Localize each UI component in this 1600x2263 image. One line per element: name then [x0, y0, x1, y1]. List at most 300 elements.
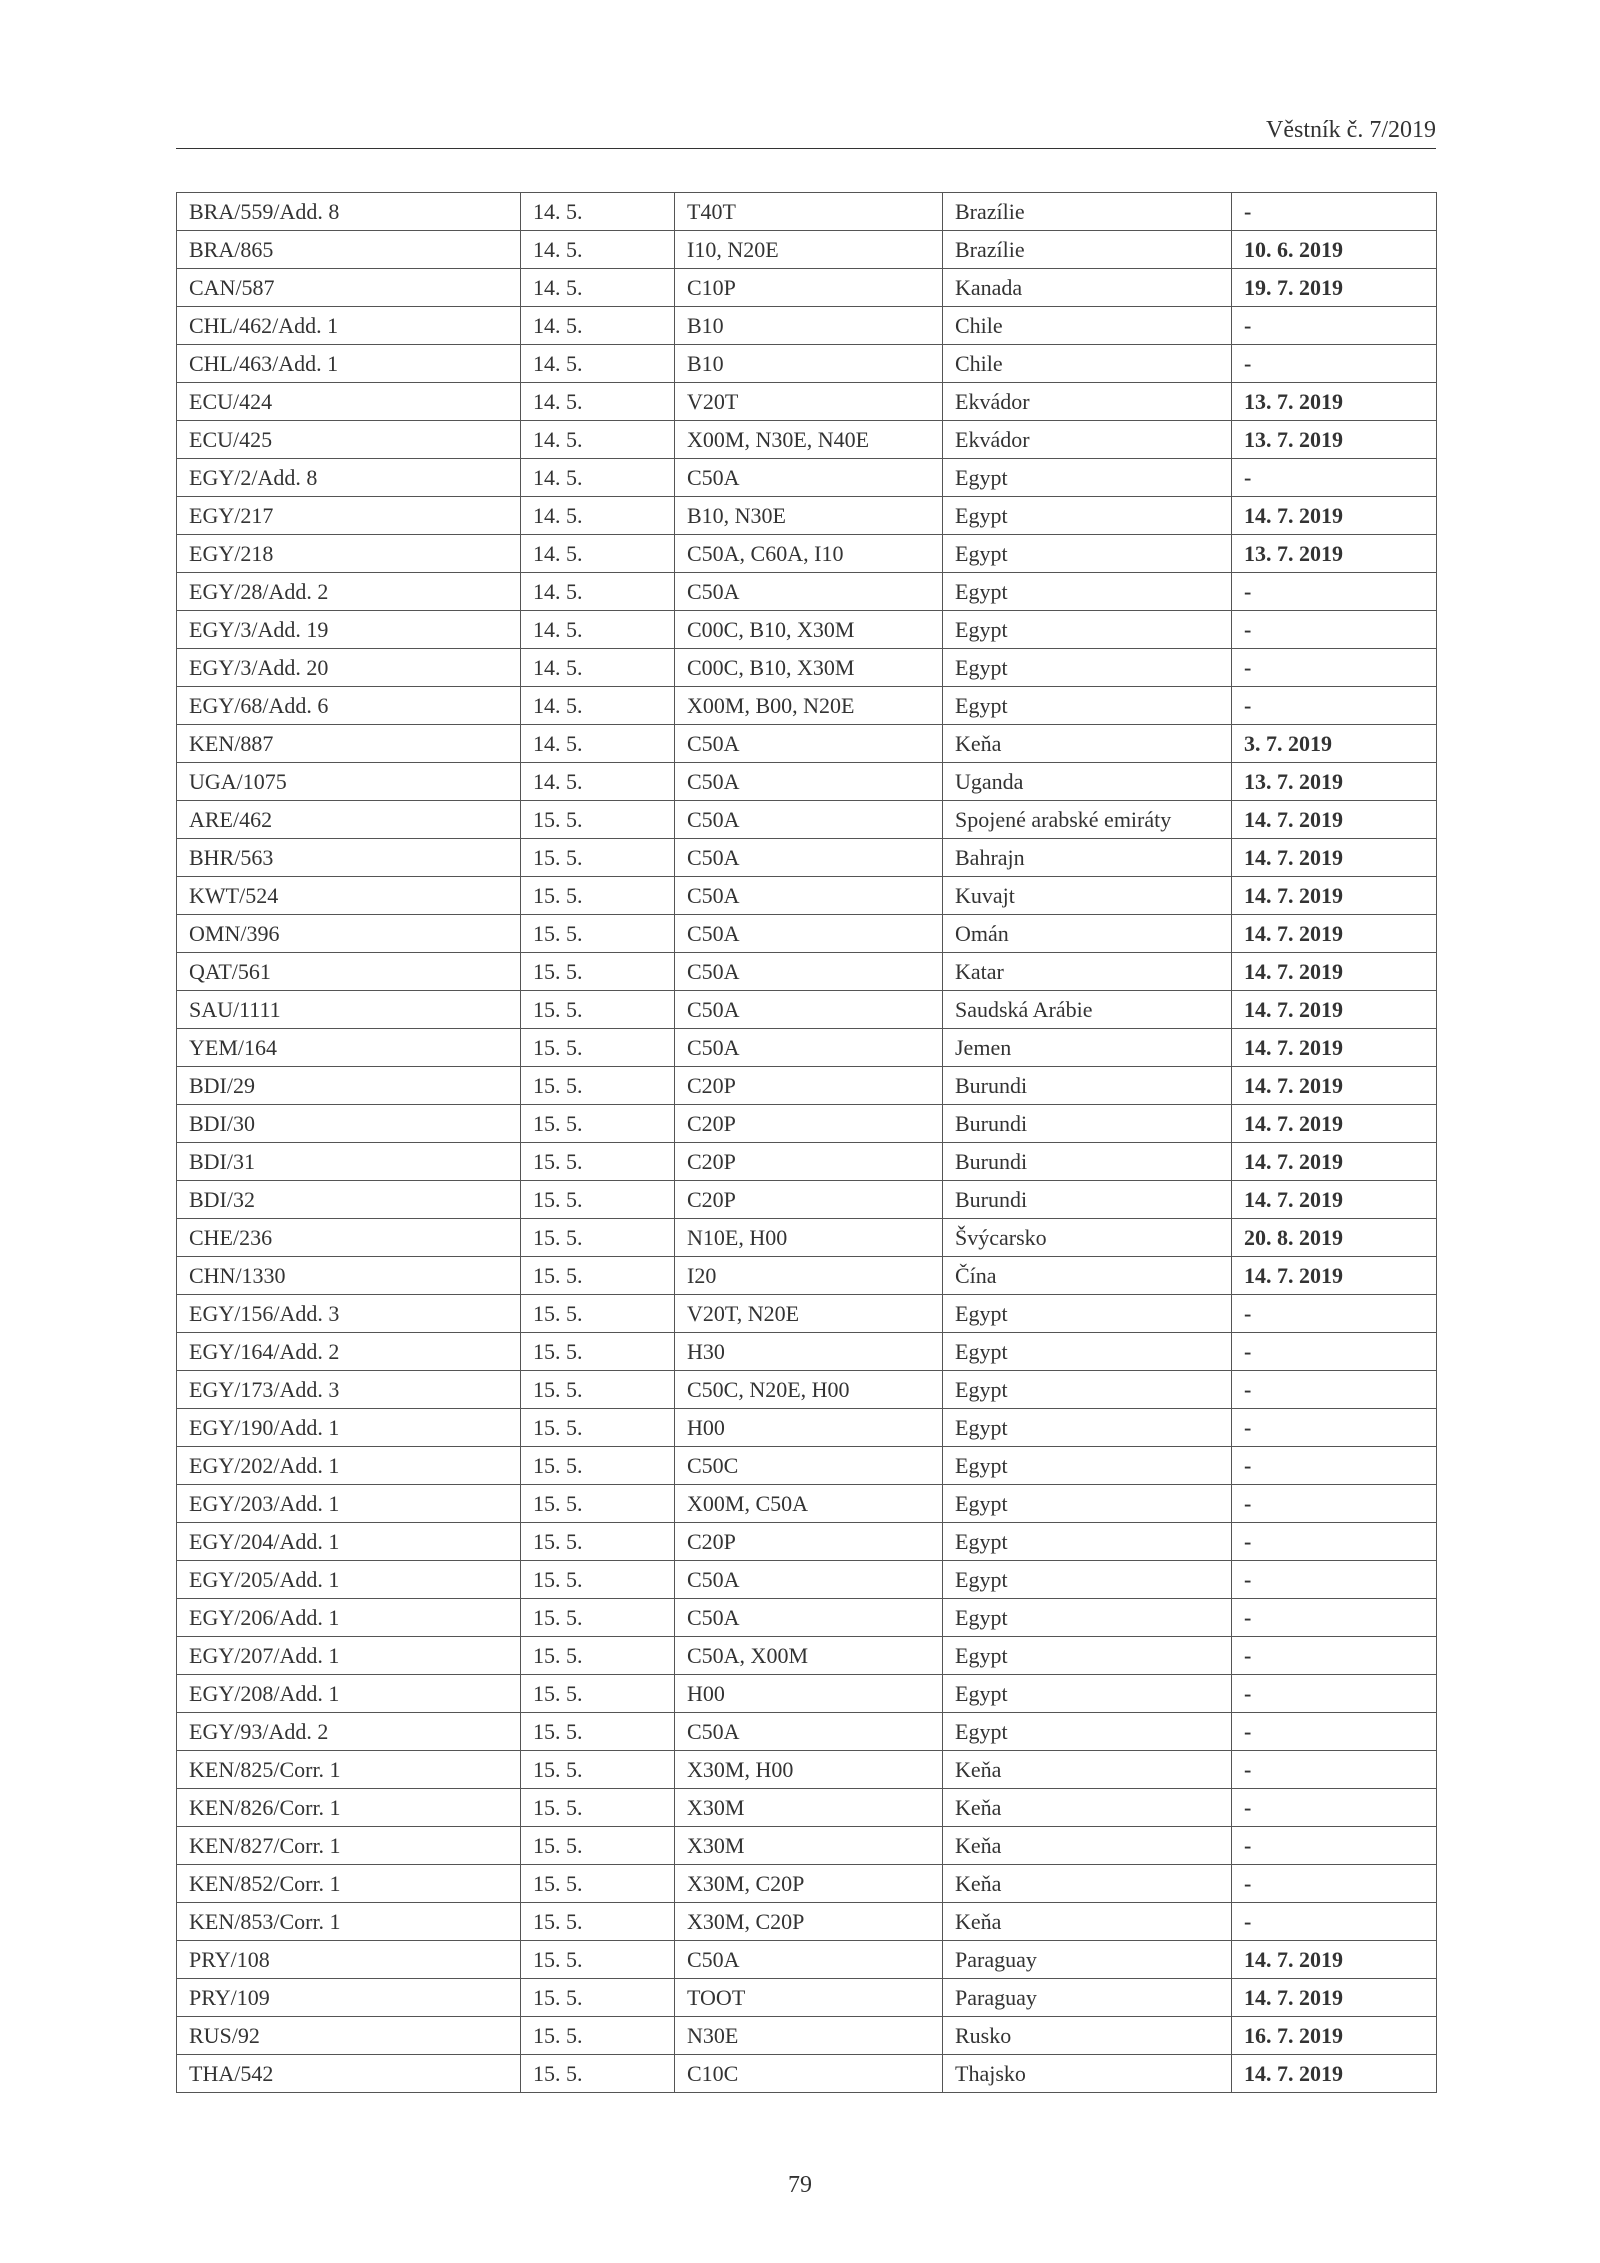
country-cell: Keňa [943, 1827, 1232, 1865]
table-row [177, 991, 1437, 1029]
document-code-cell: EGY/28/Add. 2 [177, 573, 521, 611]
date-cell: 15. 5. [521, 1447, 675, 1485]
table-row [177, 839, 1437, 877]
deadline-cell: - [1232, 1409, 1437, 1447]
document-code-cell: EGY/173/Add. 3 [177, 1371, 521, 1409]
date-cell: 14. 5. [521, 307, 675, 345]
document-code-cell: KEN/827/Corr. 1 [177, 1827, 521, 1865]
header-title: Věstník č. 7/2019 [1266, 117, 1436, 143]
document-code-cell: EGY/3/Add. 19 [177, 611, 521, 649]
country-cell: Rusko [943, 2017, 1232, 2055]
table-row [177, 1447, 1437, 1485]
date-cell: 15. 5. [521, 1675, 675, 1713]
document-code-cell: KEN/826/Corr. 1 [177, 1789, 521, 1827]
deadline-cell: - [1232, 307, 1437, 345]
country-cell: Egypt [943, 1713, 1232, 1751]
notifications-table [176, 192, 1437, 2093]
document-code-cell: ECU/425 [177, 421, 521, 459]
table-row [177, 1067, 1437, 1105]
deadline-cell: 13. 7. 2019 [1232, 383, 1437, 421]
date-cell: 15. 5. [521, 1941, 675, 1979]
deadline-cell: - [1232, 1447, 1437, 1485]
date-cell: 15. 5. [521, 1105, 675, 1143]
date-cell: 15. 5. [521, 1219, 675, 1257]
country-cell: Chile [943, 345, 1232, 383]
country-cell: Ekvádor [943, 383, 1232, 421]
deadline-cell: - [1232, 1295, 1437, 1333]
table-row [177, 1979, 1437, 2017]
table-row [177, 1827, 1437, 1865]
product-code-cell: C50A [675, 1561, 943, 1599]
date-cell: 15. 5. [521, 915, 675, 953]
table-row [177, 231, 1437, 269]
country-cell: Kanada [943, 269, 1232, 307]
document-code-cell: KEN/887 [177, 725, 521, 763]
table-row [177, 611, 1437, 649]
table-row [177, 1865, 1437, 1903]
document-code-cell: BDI/31 [177, 1143, 521, 1181]
date-cell: 15. 5. [521, 877, 675, 915]
table-row [177, 1143, 1437, 1181]
deadline-cell: - [1232, 345, 1437, 383]
date-cell: 15. 5. [521, 1751, 675, 1789]
country-cell: Egypt [943, 1523, 1232, 1561]
table-row [177, 1485, 1437, 1523]
document-code-cell: EGY/218 [177, 535, 521, 573]
deadline-cell: 14. 7. 2019 [1232, 1257, 1437, 1295]
deadline-cell: 14. 7. 2019 [1232, 839, 1437, 877]
deadline-cell: - [1232, 1371, 1437, 1409]
deadline-cell: - [1232, 611, 1437, 649]
country-cell: Katar [943, 953, 1232, 991]
table-row [177, 421, 1437, 459]
country-cell: Brazílie [943, 231, 1232, 269]
country-cell: Burundi [943, 1143, 1232, 1181]
product-code-cell: C00C, B10, X30M [675, 611, 943, 649]
table-row [177, 2055, 1437, 2093]
document-code-cell: EGY/164/Add. 2 [177, 1333, 521, 1371]
deadline-cell: 14. 7. 2019 [1232, 1105, 1437, 1143]
document-code-cell: SAU/1111 [177, 991, 521, 1029]
product-code-cell: C50A [675, 1941, 943, 1979]
date-cell: 14. 5. [521, 231, 675, 269]
date-cell: 15. 5. [521, 1029, 675, 1067]
country-cell: Jemen [943, 1029, 1232, 1067]
table-row [177, 459, 1437, 497]
deadline-cell: 20. 8. 2019 [1232, 1219, 1437, 1257]
document-code-cell: EGY/205/Add. 1 [177, 1561, 521, 1599]
table-row [177, 1637, 1437, 1675]
table-row [177, 725, 1437, 763]
product-code-cell: H30 [675, 1333, 943, 1371]
deadline-cell: 13. 7. 2019 [1232, 763, 1437, 801]
date-cell: 14. 5. [521, 497, 675, 535]
document-code-cell: KWT/524 [177, 877, 521, 915]
country-cell: Egypt [943, 1295, 1232, 1333]
product-code-cell: C10C [675, 2055, 943, 2093]
date-cell: 15. 5. [521, 801, 675, 839]
deadline-cell: 14. 7. 2019 [1232, 1029, 1437, 1067]
deadline-cell: - [1232, 1333, 1437, 1371]
deadline-cell: 14. 7. 2019 [1232, 991, 1437, 1029]
product-code-cell: N10E, H00 [675, 1219, 943, 1257]
table-row [177, 2017, 1437, 2055]
document-code-cell: EGY/204/Add. 1 [177, 1523, 521, 1561]
country-cell: Egypt [943, 1409, 1232, 1447]
date-cell: 15. 5. [521, 1409, 675, 1447]
table-row [177, 1181, 1437, 1219]
document-code-cell: EGY/156/Add. 3 [177, 1295, 521, 1333]
product-code-cell: H00 [675, 1675, 943, 1713]
product-code-cell: N30E [675, 2017, 943, 2055]
product-code-cell: X00M, N30E, N40E [675, 421, 943, 459]
table-row [177, 1713, 1437, 1751]
date-cell: 14. 5. [521, 535, 675, 573]
date-cell: 15. 5. [521, 1067, 675, 1105]
country-cell: Burundi [943, 1105, 1232, 1143]
document-code-cell: EGY/202/Add. 1 [177, 1447, 521, 1485]
date-cell: 15. 5. [521, 1789, 675, 1827]
document-code-cell: CHL/462/Add. 1 [177, 307, 521, 345]
table-row [177, 649, 1437, 687]
document-code-cell: BHR/563 [177, 839, 521, 877]
product-code-cell: C50A [675, 725, 943, 763]
table-row [177, 801, 1437, 839]
table-row [177, 1599, 1437, 1637]
deadline-cell: - [1232, 459, 1437, 497]
document-code-cell: CHL/463/Add. 1 [177, 345, 521, 383]
date-cell: 15. 5. [521, 1903, 675, 1941]
product-code-cell: TOOT [675, 1979, 943, 2017]
document-code-cell: KEN/852/Corr. 1 [177, 1865, 521, 1903]
product-code-cell: C50A [675, 459, 943, 497]
deadline-cell: - [1232, 687, 1437, 725]
table-row [177, 535, 1437, 573]
deadline-cell: 14. 7. 2019 [1232, 801, 1437, 839]
date-cell: 15. 5. [521, 2017, 675, 2055]
product-code-cell: X30M, H00 [675, 1751, 943, 1789]
product-code-cell: C10P [675, 269, 943, 307]
country-cell: Egypt [943, 1561, 1232, 1599]
country-cell: Egypt [943, 1333, 1232, 1371]
document-code-cell: EGY/207/Add. 1 [177, 1637, 521, 1675]
country-cell: Keňa [943, 1865, 1232, 1903]
product-code-cell: C50A [675, 839, 943, 877]
date-cell: 14. 5. [521, 611, 675, 649]
product-code-cell: C50C [675, 1447, 943, 1485]
product-code-cell: C50A [675, 915, 943, 953]
date-cell: 14. 5. [521, 649, 675, 687]
deadline-cell: 13. 7. 2019 [1232, 535, 1437, 573]
country-cell: Egypt [943, 1447, 1232, 1485]
product-code-cell: C50A [675, 573, 943, 611]
deadline-cell: - [1232, 1675, 1437, 1713]
product-code-cell: V20T [675, 383, 943, 421]
date-cell: 15. 5. [521, 1637, 675, 1675]
deadline-cell: - [1232, 1789, 1437, 1827]
country-cell: Paraguay [943, 1941, 1232, 1979]
date-cell: 15. 5. [521, 1295, 675, 1333]
table-row [177, 1333, 1437, 1371]
document-code-cell: EGY/93/Add. 2 [177, 1713, 521, 1751]
deadline-cell: - [1232, 649, 1437, 687]
product-code-cell: C20P [675, 1523, 943, 1561]
country-cell: Egypt [943, 1599, 1232, 1637]
document-code-cell: ECU/424 [177, 383, 521, 421]
date-cell: 15. 5. [521, 1713, 675, 1751]
document-code-cell: EGY/217 [177, 497, 521, 535]
product-code-cell: X00M, B00, N20E [675, 687, 943, 725]
country-cell: Burundi [943, 1067, 1232, 1105]
table-row [177, 1409, 1437, 1447]
product-code-cell: C50A, C60A, I10 [675, 535, 943, 573]
document-code-cell: EGY/203/Add. 1 [177, 1485, 521, 1523]
date-cell: 14. 5. [521, 269, 675, 307]
country-cell: Egypt [943, 459, 1232, 497]
date-cell: 14. 5. [521, 687, 675, 725]
document-code-cell: UGA/1075 [177, 763, 521, 801]
product-code-cell: C20P [675, 1143, 943, 1181]
table-row [177, 383, 1437, 421]
deadline-cell: 14. 7. 2019 [1232, 1181, 1437, 1219]
product-code-cell: C20P [675, 1105, 943, 1143]
date-cell: 14. 5. [521, 193, 675, 231]
product-code-cell: B10 [675, 307, 943, 345]
table-row [177, 497, 1437, 535]
document-code-cell: KEN/825/Corr. 1 [177, 1751, 521, 1789]
deadline-cell: - [1232, 1713, 1437, 1751]
table-row [177, 269, 1437, 307]
document-code-cell: THA/542 [177, 2055, 521, 2093]
date-cell: 15. 5. [521, 839, 675, 877]
deadline-cell: - [1232, 193, 1437, 231]
product-code-cell: C20P [675, 1181, 943, 1219]
country-cell: Egypt [943, 535, 1232, 573]
product-code-cell: T40T [675, 193, 943, 231]
date-cell: 15. 5. [521, 1523, 675, 1561]
product-code-cell: X00M, C50A [675, 1485, 943, 1523]
product-code-cell: C50A [675, 1599, 943, 1637]
product-code-cell: C50A [675, 1029, 943, 1067]
country-cell: Čína [943, 1257, 1232, 1295]
country-cell: Chile [943, 307, 1232, 345]
country-cell: Keňa [943, 725, 1232, 763]
table-row [177, 953, 1437, 991]
date-cell: 15. 5. [521, 1827, 675, 1865]
table-row [177, 1751, 1437, 1789]
table-row [177, 1105, 1437, 1143]
table-row [177, 1219, 1437, 1257]
page-number: 79 [788, 2172, 812, 2198]
table-body [177, 193, 1437, 2093]
document-code-cell: EGY/68/Add. 6 [177, 687, 521, 725]
deadline-cell: - [1232, 1637, 1437, 1675]
product-code-cell: B10, N30E [675, 497, 943, 535]
deadline-cell: 14. 7. 2019 [1232, 2055, 1437, 2093]
date-cell: 14. 5. [521, 383, 675, 421]
product-code-cell: C50A [675, 801, 943, 839]
date-cell: 15. 5. [521, 1561, 675, 1599]
deadline-cell: 14. 7. 2019 [1232, 1941, 1437, 1979]
date-cell: 15. 5. [521, 1143, 675, 1181]
product-code-cell: I20 [675, 1257, 943, 1295]
product-code-cell: X30M [675, 1827, 943, 1865]
deadline-cell: - [1232, 1865, 1437, 1903]
product-code-cell: C50A [675, 953, 943, 991]
date-cell: 15. 5. [521, 1181, 675, 1219]
document-code-cell: KEN/853/Corr. 1 [177, 1903, 521, 1941]
deadline-cell: 14. 7. 2019 [1232, 877, 1437, 915]
country-cell: Švýcarsko [943, 1219, 1232, 1257]
document-code-cell: BRA/559/Add. 8 [177, 193, 521, 231]
product-code-cell: X30M, C20P [675, 1865, 943, 1903]
table-row [177, 345, 1437, 383]
table-row [177, 1789, 1437, 1827]
document-code-cell: CHN/1330 [177, 1257, 521, 1295]
country-cell: Egypt [943, 1485, 1232, 1523]
deadline-cell: - [1232, 1599, 1437, 1637]
country-cell: Egypt [943, 1371, 1232, 1409]
table-row [177, 193, 1437, 231]
deadline-cell: 19. 7. 2019 [1232, 269, 1437, 307]
date-cell: 15. 5. [521, 1257, 675, 1295]
date-cell: 15. 5. [521, 1333, 675, 1371]
date-cell: 14. 5. [521, 421, 675, 459]
deadline-cell: 14. 7. 2019 [1232, 915, 1437, 953]
document-code-cell: EGY/208/Add. 1 [177, 1675, 521, 1713]
date-cell: 14. 5. [521, 573, 675, 611]
table-row [177, 1561, 1437, 1599]
date-cell: 15. 5. [521, 1599, 675, 1637]
table-row [177, 307, 1437, 345]
country-cell: Uganda [943, 763, 1232, 801]
country-cell: Egypt [943, 573, 1232, 611]
country-cell: Ekvádor [943, 421, 1232, 459]
product-code-cell: H00 [675, 1409, 943, 1447]
country-cell: Burundi [943, 1181, 1232, 1219]
date-cell: 15. 5. [521, 2055, 675, 2093]
date-cell: 15. 5. [521, 1865, 675, 1903]
page-header [176, 112, 1436, 149]
date-cell: 14. 5. [521, 725, 675, 763]
document-code-cell: BDI/29 [177, 1067, 521, 1105]
country-cell: Paraguay [943, 1979, 1232, 2017]
country-cell: Spojené arabské emiráty [943, 801, 1232, 839]
country-cell: Omán [943, 915, 1232, 953]
document-code-cell: RUS/92 [177, 2017, 521, 2055]
date-cell: 15. 5. [521, 1979, 675, 2017]
product-code-cell: C50A [675, 763, 943, 801]
deadline-cell: 10. 6. 2019 [1232, 231, 1437, 269]
country-cell: Egypt [943, 497, 1232, 535]
product-code-cell: B10 [675, 345, 943, 383]
country-cell: Kuvajt [943, 877, 1232, 915]
country-cell: Thajsko [943, 2055, 1232, 2093]
product-code-cell: C50A [675, 877, 943, 915]
table-row [177, 573, 1437, 611]
table-row [177, 877, 1437, 915]
document-code-cell: EGY/190/Add. 1 [177, 1409, 521, 1447]
document-code-cell: OMN/396 [177, 915, 521, 953]
document-code-cell: EGY/3/Add. 20 [177, 649, 521, 687]
date-cell: 15. 5. [521, 1371, 675, 1409]
document-code-cell: BDI/30 [177, 1105, 521, 1143]
table-row [177, 763, 1437, 801]
document-code-cell: ARE/462 [177, 801, 521, 839]
deadline-cell: 14. 7. 2019 [1232, 953, 1437, 991]
product-code-cell: C20P [675, 1067, 943, 1105]
document-code-cell: QAT/561 [177, 953, 521, 991]
product-code-cell: X30M [675, 1789, 943, 1827]
product-code-cell: C50A [675, 991, 943, 1029]
table-row [177, 687, 1437, 725]
document-code-cell: PRY/109 [177, 1979, 521, 2017]
deadline-cell: 14. 7. 2019 [1232, 497, 1437, 535]
deadline-cell: 13. 7. 2019 [1232, 421, 1437, 459]
table-row [177, 1257, 1437, 1295]
deadline-cell: - [1232, 1523, 1437, 1561]
country-cell: Brazílie [943, 193, 1232, 231]
country-cell: Saudská Arábie [943, 991, 1232, 1029]
country-cell: Bahrajn [943, 839, 1232, 877]
deadline-cell: - [1232, 1903, 1437, 1941]
deadline-cell: 14. 7. 2019 [1232, 1067, 1437, 1105]
product-code-cell: I10, N20E [675, 231, 943, 269]
date-cell: 15. 5. [521, 1485, 675, 1523]
date-cell: 14. 5. [521, 763, 675, 801]
product-code-cell: C50A, X00M [675, 1637, 943, 1675]
deadline-cell: - [1232, 1827, 1437, 1865]
deadline-cell: - [1232, 573, 1437, 611]
country-cell: Egypt [943, 611, 1232, 649]
deadline-cell: 16. 7. 2019 [1232, 2017, 1437, 2055]
table-row [177, 1675, 1437, 1713]
document-code-cell: BRA/865 [177, 231, 521, 269]
table-row [177, 1371, 1437, 1409]
date-cell: 14. 5. [521, 459, 675, 497]
deadline-cell: - [1232, 1751, 1437, 1789]
country-cell: Egypt [943, 1675, 1232, 1713]
deadline-cell: - [1232, 1561, 1437, 1599]
table-row [177, 1903, 1437, 1941]
document-code-cell: EGY/206/Add. 1 [177, 1599, 521, 1637]
deadline-cell: 3. 7. 2019 [1232, 725, 1437, 763]
deadline-cell: 14. 7. 2019 [1232, 1979, 1437, 2017]
document-code-cell: BDI/32 [177, 1181, 521, 1219]
date-cell: 15. 5. [521, 953, 675, 991]
deadline-cell: - [1232, 1485, 1437, 1523]
country-cell: Keňa [943, 1789, 1232, 1827]
product-code-cell: C50A [675, 1713, 943, 1751]
deadline-cell: 14. 7. 2019 [1232, 1143, 1437, 1181]
country-cell: Egypt [943, 1637, 1232, 1675]
document-code-cell: PRY/108 [177, 1941, 521, 1979]
country-cell: Egypt [943, 687, 1232, 725]
product-code-cell: V20T, N20E [675, 1295, 943, 1333]
document-code-cell: YEM/164 [177, 1029, 521, 1067]
country-cell: Keňa [943, 1903, 1232, 1941]
product-code-cell: C00C, B10, X30M [675, 649, 943, 687]
table-row [177, 1029, 1437, 1067]
table-row [177, 915, 1437, 953]
table-row [177, 1941, 1437, 1979]
country-cell: Egypt [943, 649, 1232, 687]
date-cell: 14. 5. [521, 345, 675, 383]
product-code-cell: X30M, C20P [675, 1903, 943, 1941]
document-code-cell: CHE/236 [177, 1219, 521, 1257]
document-code-cell: EGY/2/Add. 8 [177, 459, 521, 497]
product-code-cell: C50C, N20E, H00 [675, 1371, 943, 1409]
